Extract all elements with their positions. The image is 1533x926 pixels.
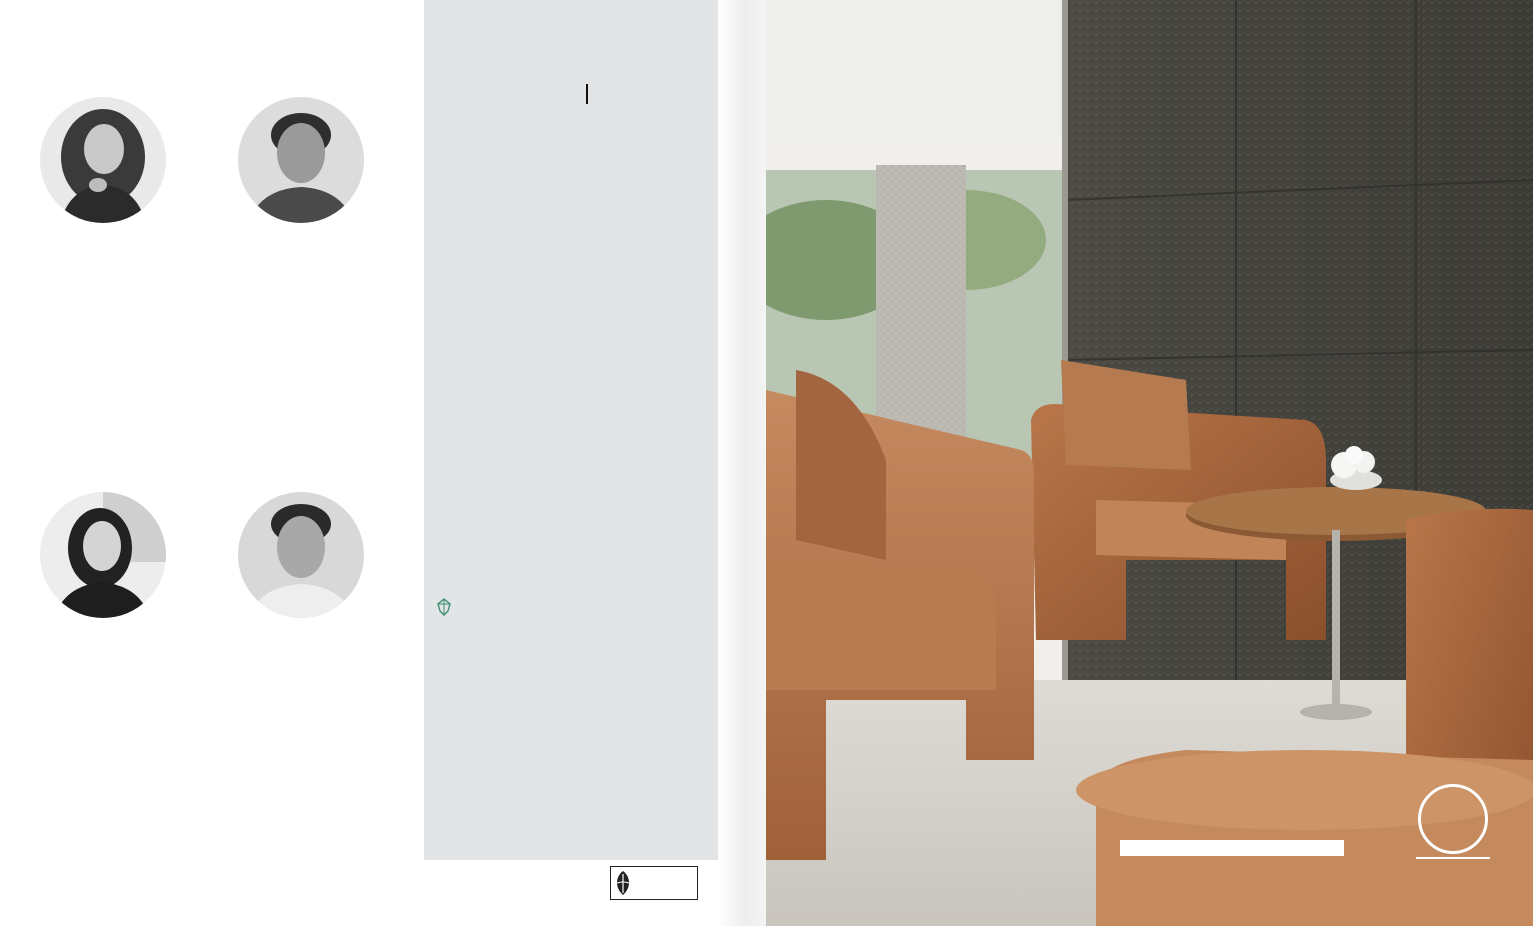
soy-leaf-icon bbox=[611, 868, 635, 898]
page-folio bbox=[40, 890, 46, 911]
portrait-photo bbox=[40, 97, 166, 223]
bio-card bbox=[238, 97, 402, 232]
brand-logos bbox=[424, 0, 718, 140]
left-page bbox=[0, 0, 424, 926]
b-corp-logo bbox=[1414, 780, 1492, 862]
emerald-leaf-icon bbox=[436, 598, 452, 616]
brand-subline bbox=[1120, 840, 1344, 856]
emerald-section bbox=[436, 598, 456, 626]
advertisement-page bbox=[766, 0, 1533, 926]
bio-card bbox=[238, 492, 404, 627]
portrait-photo bbox=[238, 97, 364, 223]
b-corp-icon bbox=[1418, 784, 1488, 854]
portrait-photo bbox=[238, 492, 364, 618]
bdny-logo bbox=[580, 78, 594, 109]
room-and-board-logo bbox=[1120, 838, 1344, 856]
emerald-logo bbox=[436, 598, 456, 616]
soy-ink-badge bbox=[610, 866, 698, 900]
page-gutter bbox=[718, 0, 766, 926]
portrait-photo bbox=[40, 492, 166, 618]
masthead-panel bbox=[424, 0, 718, 860]
bio-card bbox=[40, 97, 208, 232]
bio-card bbox=[40, 492, 208, 627]
